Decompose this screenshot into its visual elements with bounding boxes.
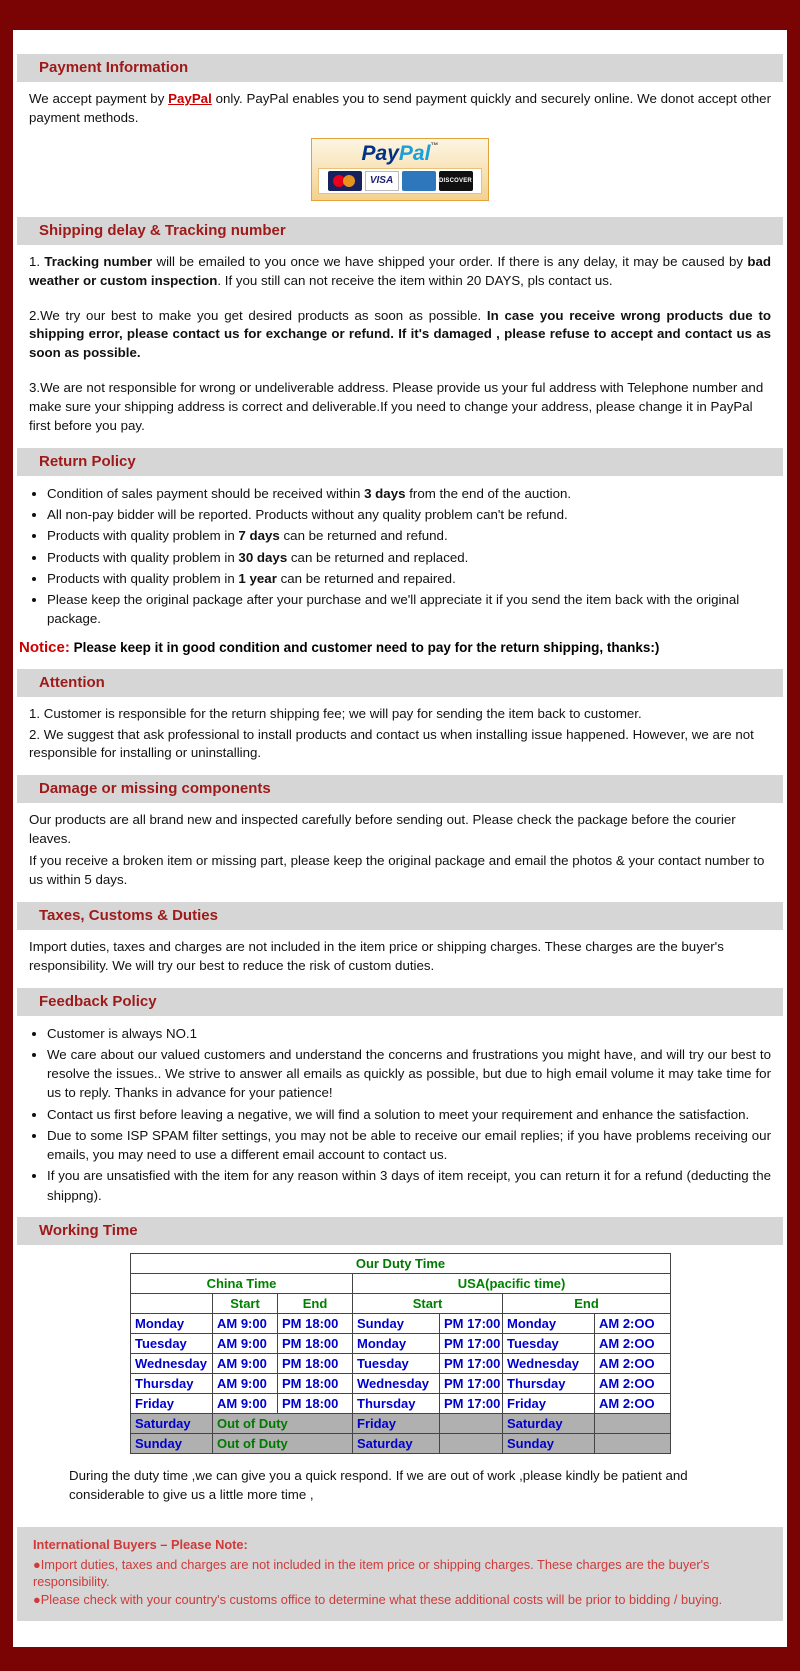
section-title-attention: Attention [39,673,105,691]
list-item [47,484,771,503]
working-time-note-text: During the duty time ,we can give you a quick respond. If we are out of work ,please kindly be patient and considerable to give us a little more time , [69,1467,688,1503]
table-row [131,1333,671,1353]
list-item [47,1166,771,1205]
section-header-damage [17,775,783,803]
section-header-payment [17,54,783,82]
cn-end-cell: PM 18:00 [278,1333,353,1353]
section-header-return-policy [17,448,783,476]
paypal-logo [311,138,489,201]
shipping-p2-b: In case you receive wrong products due to shipping error, please contact us for exchange or refund. If it's damaged , please refuse to accept and contact us as soon as possible. [29,307,771,361]
cn-end-cell: PM 18:00 [278,1353,353,1373]
visa-icon: VISA [365,171,399,191]
item-bold: 7 days [238,528,280,544]
table-row-regions [131,1273,671,1293]
section-header-shipping [17,217,783,245]
shipping-p1-c: will be emailed to you once we have shipped your order. If there is any delay, it may be caused by [152,253,748,269]
table-row [131,1373,671,1393]
payment-paragraph [29,90,771,128]
item-text: Products with quality problem in [47,528,239,544]
shipping-paragraph-1 [29,253,771,291]
us-day1-cell: Wednesday [353,1373,440,1393]
empty-cell [131,1293,213,1313]
list-item [47,1105,771,1124]
us-day1-cell: Friday [353,1413,440,1433]
taxes-p1-text: Import duties, taxes and charges are not included in the item price or shipping charges. These charges are the buyer's responsibility. We will try our best to reduce the risk of custom duties. [29,938,724,973]
out-of-duty-cell: Out of Duty [213,1433,353,1453]
item-bold: 1 year [238,570,277,586]
item-text: Products with quality problem in [47,570,239,586]
notice-text: Please keep it in good condition and customer need to pay for the return shipping, thanks:) [69,639,660,655]
us-start-cell: PM 17:00 [440,1333,503,1353]
item-text: Customer is always NO.1 [47,1025,197,1041]
table-row [131,1393,671,1413]
section-header-attention [17,669,783,697]
us-day1-cell: Tuesday [353,1353,440,1373]
list-item [47,526,771,545]
list-item [47,1045,771,1103]
section-title-return-policy: Return Policy [39,452,136,470]
section-header-feedback [17,988,783,1016]
cn-day-cell: Saturday [131,1413,213,1433]
cn-day-cell: Thursday [131,1373,213,1393]
section-title-shipping: Shipping delay & Tracking number [39,221,286,239]
return-policy-list [47,484,771,629]
item-text: can be returned and refund. [279,528,448,544]
item-text: can be returned and repaired. [276,570,456,586]
item-text: Condition of sales payment should be received within [47,485,365,501]
cn-end-cell: PM 18:00 [278,1393,353,1413]
cn-day-cell: Wednesday [131,1353,213,1373]
section-title-feedback: Feedback Policy [39,992,157,1010]
us-end-cell: AM 2:OO [595,1393,671,1413]
item-text: Due to some ISP SPAM filter settings, you may not be able to receive our email replies; if you have problems receiving our emails, you may need to use a different email account to contact us. [47,1127,771,1163]
item-text: from the end of the auction. [405,485,572,501]
taxes-paragraph [29,938,771,976]
discover-icon: DISCOVER [439,171,473,191]
duty-table-wrap [130,1253,670,1454]
cn-day-cell: Sunday [131,1433,213,1453]
table-row-startend [131,1293,671,1313]
shipping-p1-a: 1. [29,253,45,269]
section-header-working-time [17,1217,783,1245]
item-bold: 30 days [238,549,288,565]
empty-cell [595,1413,671,1433]
us-start-cell: PM 17:00 [440,1313,503,1333]
us-end-cell: AM 2:OO [595,1313,671,1333]
us-end-header: End [503,1293,671,1313]
us-start-cell: PM 17:00 [440,1353,503,1373]
footer-line: ●Import duties, taxes and charges are not included in the item price or shipping charges. These charges are the buyer's responsibility. [33,1556,710,1590]
table-row [131,1313,671,1333]
table-row [131,1353,671,1373]
trademark-symbol: ™ [430,140,439,150]
attention-p2-text: 2. We suggest that ask professional to install products and contact us when installing issue happened. However, we are not responsible for installing or uninstalling. [29,726,754,761]
cn-start-cell: AM 9:00 [213,1333,278,1353]
section-title-damage: Damage or missing components [39,780,271,798]
china-time-header: China Time [131,1273,353,1293]
mastercard-icon [328,171,362,191]
table-row-offduty [131,1413,671,1433]
item-text: Please keep the original package after your purchase and we'll appreciate it if you send the item back with the original package. [47,592,740,627]
shipping-paragraph-2 [29,307,771,364]
notice-line [19,639,771,657]
cn-start-cell: AM 9:00 [213,1313,278,1333]
item-text: All non-pay bidder will be reported. Products without any quality problem can't be refund. [47,507,568,523]
item-text: Products with quality problem in [47,549,239,565]
empty-cell [440,1413,503,1433]
footer-title: International Buyers – Please Note: [33,1536,248,1552]
list-item [47,505,771,524]
shipping-p1-b: Tracking number [44,253,153,269]
payment-text-a: We accept payment by [29,91,169,106]
item-text: We care about our valued customers and understand the concerns and frustrations you might have, and will try our best to resolve the issues.. We strive to answer all emails as quickly as possible, but due to high email volume it may take time for us to reply. Thanks in advance for your patience! [47,1046,771,1101]
cn-start-cell: AM 9:00 [213,1373,278,1393]
item-text: If you are unsatisfied with the item for any reason within 3 days of item receipt, you can return it for a refund (deducting the shippng). [47,1168,771,1203]
us-day1-cell: Saturday [353,1433,440,1453]
shipping-p1-e: . If you still can not receive the item within 20 DAYS, pls contact us. [217,272,613,288]
us-day2-cell: Tuesday [503,1333,595,1353]
section-title-taxes: Taxes, Customs & Duties [39,906,218,924]
item-text: can be returned and replaced. [287,549,469,565]
duty-table-title: Our Duty Time [131,1253,671,1273]
cn-start-cell: AM 9:00 [213,1353,278,1373]
item-bold: 3 days [364,485,406,501]
paypal-pay-text: Pay [361,141,399,165]
cn-end-cell: PM 18:00 [278,1373,353,1393]
notice-label: Notice: [19,638,70,656]
section-title-working-time: Working Time [39,1221,138,1239]
attention-p1-text: 1. Customer is responsible for the return shipping fee; we will pay for sending the item back to customer. [29,705,642,721]
list-item [47,590,771,629]
section-header-taxes [17,902,783,930]
paypal-wordmark [318,142,482,165]
payment-text-b: only. PayPal enables you to send payment quickly and securely online. We donot accept other payment methods. [29,91,772,125]
feedback-list [47,1024,771,1205]
us-day1-cell: Sunday [353,1313,440,1333]
card-logos-row [318,168,482,194]
out-of-duty-cell: Out of Duty [213,1413,353,1433]
attention-paragraph-1 [29,705,771,724]
footer-line: ●Please check with your country's customs office to determine what these additional costs will be prior to bidding / buying. [33,1592,723,1608]
international-buyers-note [17,1527,783,1622]
amex-icon [402,171,436,191]
shipping-p3-text: 3.We are not responsible for wrong or undeliverable address. Please provide us your ful address with Telephone number and make sure your shipping address is correct and deliverable.If you need to change your address, please change it in PayPal first before you pay. [29,380,764,433]
table-row-caption [131,1253,671,1273]
us-day2-cell: Friday [503,1393,595,1413]
us-start-header: Start [353,1293,503,1313]
us-day2-cell: Monday [503,1313,595,1333]
us-end-cell: AM 2:OO [595,1353,671,1373]
paypal-pal-text: Pal [398,141,431,165]
attention-paragraph-2 [29,726,771,764]
cn-day-cell: Monday [131,1313,213,1333]
us-day2-cell: Wednesday [503,1353,595,1373]
shipping-paragraph-3 [29,379,771,436]
us-start-cell: PM 17:00 [440,1373,503,1393]
cn-end-cell: PM 18:00 [278,1313,353,1333]
us-day1-cell: Monday [353,1333,440,1353]
us-end-cell: AM 2:OO [595,1333,671,1353]
damage-p1-text: Our products are all brand new and inspected carefully before sending out. Please check the package before the courier leaves. [29,812,736,847]
empty-cell [595,1433,671,1453]
list-item [47,569,771,588]
damage-p2-text: If you receive a broken item or missing part, please keep the original package and email the photos & your contact number to us within 5 days. [29,853,765,887]
shipping-p2-a: 2.We try our best to make you get desired products as soon as possible. [29,307,487,323]
shipping-p1-d: bad weather or custom inspection [29,253,771,288]
us-day1-cell: Thursday [353,1393,440,1413]
paypal-link[interactable]: PayPal [168,91,212,106]
usa-time-header: USA(pacific time) [353,1273,671,1293]
list-item [47,1126,771,1165]
us-end-cell: AM 2:OO [595,1373,671,1393]
damage-paragraph-2 [29,852,771,890]
working-time-note [69,1466,727,1505]
cn-start-cell: AM 9:00 [213,1393,278,1413]
us-day2-cell: Thursday [503,1373,595,1393]
cn-day-cell: Friday [131,1393,213,1413]
empty-cell [440,1433,503,1453]
content-area [13,30,787,1647]
duty-time-table [130,1253,671,1454]
section-title-payment: Payment Information [39,59,189,76]
table-row-offduty [131,1433,671,1453]
us-day2-cell: Saturday [503,1413,595,1433]
item-text: Contact us first before leaving a negative, we will find a solution to meet your requirement and enhance the satisfaction. [47,1106,750,1122]
cn-end-header: End [278,1293,353,1313]
us-start-cell: PM 17:00 [440,1393,503,1413]
list-item [47,548,771,567]
cn-day-cell: Tuesday [131,1333,213,1353]
cn-start-header: Start [213,1293,278,1313]
damage-paragraph-1 [29,811,771,849]
us-day2-cell: Sunday [503,1433,595,1453]
list-item [47,1024,771,1043]
